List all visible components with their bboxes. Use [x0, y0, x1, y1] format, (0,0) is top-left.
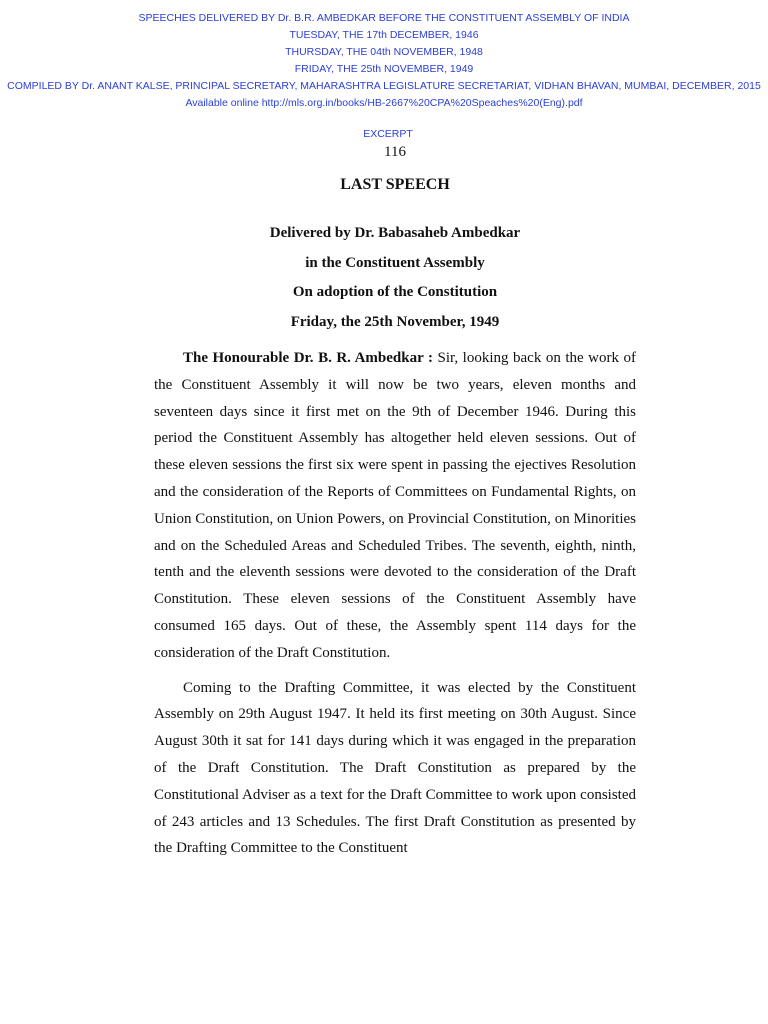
paragraph-2: Coming to the Drafting Committee, it was elected by the Constituent Assembly on 29th August 1947. It held its first meeting on 30th August. Since August 30th it sat for 141 days during which it was engaged in the preparation of the Draft Constitution. The Draft Constitution as prepared by the Constitutional Adviser as a text for the Draft Committee to work upon consisted of 243 articles and 13 Schedules. The first Draft Constitution as presented by the Drafting Committee to the Constituent [154, 679, 636, 857]
header-line-compiler: COMPILED BY Dr. ANANT KALSE, PRINCIPAL SECRETARY, MAHARASHTRA LEGISLATURE SECRETARIAT, VIDHAN BHAVAN, MUMBAI, DECEMBER, 2015 [7, 80, 761, 92]
speaker-name: The Honourable Dr. B. R. Ambedkar : [183, 350, 433, 366]
subtitle-delivered-by: Delivered by Dr. Babasaheb Ambedkar [269, 225, 521, 241]
paragraph-1-text: Sir, looking back on the work of the Constituent Assembly it will now be two years, eleven months and seventeen days since it first met on the 9th of December 1946. During this period the Constituent Assembly has altogether held eleven sessions. Out of these eleven sessions the first six were spent in passing the ejectives Resolution and the consideration of the Reports of Committees on Fundamental Rights, on Union Constitution, on Union Powers, on Provincial Constitution, on Minorities and on the Scheduled Areas and Scheduled Tribes. The seventh, eighth, ninth, tenth and the eleventh sessions were devoted to the consideration of the Draft Constitution. These eleven sessions of the Constituent Assembly have consumed 165 days. Out of these, the Assembly spent 114 days for the consideration of the Draft Constitution. [154, 350, 637, 661]
header-line-source-url[interactable]: Available online http://mls.org.in/books/HB-2667%20CPA%20Speaches%20(Eng).pdf [185, 97, 583, 109]
speech-title: LAST SPEECH [340, 176, 450, 193]
subtitle-occasion: On adoption of the Constitution [292, 284, 498, 300]
header-line-title: SPEECHES DELIVERED BY Dr. B.R. AMBEDKAR BEFORE THE CONSTITUENT ASSEMBLY OF INDIA [138, 12, 630, 24]
speech-body [154, 345, 636, 870]
header-line-date-3: FRIDAY, THE 25th NOVEMBER, 1949 [294, 63, 474, 75]
subtitle-date: Friday, the 25th November, 1949 [290, 313, 500, 330]
paragraph-1 [154, 345, 636, 667]
excerpt-label: EXCERPT [363, 128, 413, 140]
header-line-date-2: THURSDAY, THE 04th NOVEMBER, 1948 [285, 46, 483, 58]
source-header [0, 10, 768, 112]
header-line-date-1: TUESDAY, THE 17th DECEMBER, 1946 [289, 29, 479, 41]
page-number: 116 [384, 144, 406, 160]
subtitle-venue: in the Constituent Assembly [305, 254, 485, 271]
speech-subtitles [0, 219, 768, 337]
